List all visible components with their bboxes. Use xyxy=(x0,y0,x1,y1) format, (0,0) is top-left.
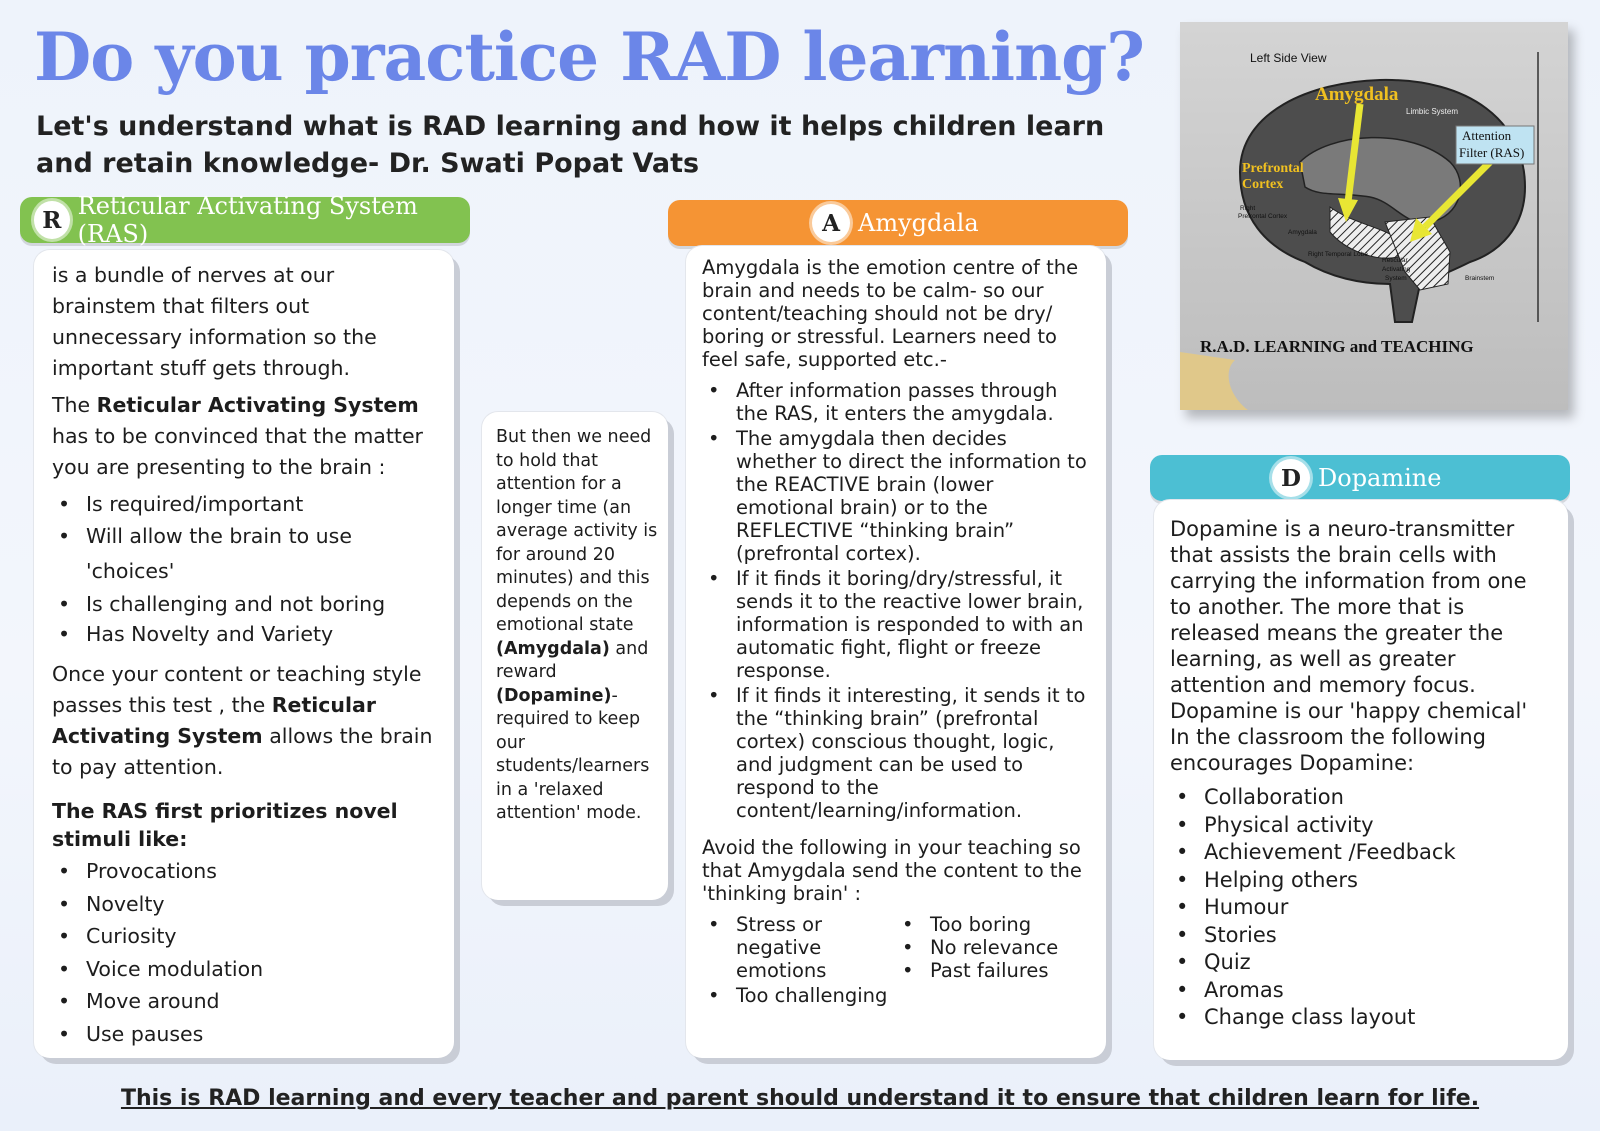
list-item: • Too challenging xyxy=(702,984,896,1007)
amygdala-heading: Amygdala xyxy=(858,209,979,237)
attention-b1: (Amygdala) xyxy=(496,638,610,659)
brain-brainstem-label: Brainstem xyxy=(1465,275,1495,282)
brain-prefrontal-label-1: Prefrontal xyxy=(1242,161,1304,176)
ras-p2-post: has to be convinced that the matter you are presenting to the brain : xyxy=(52,424,423,479)
avoid-columns xyxy=(702,913,1090,1007)
list-item: • Past failures xyxy=(896,959,1090,982)
attention-card xyxy=(482,412,668,900)
list-item: • Quiz xyxy=(1170,949,1552,977)
page-subtitle: Let's understand what is RAD learning and how it helps children learn and retain knowledge- Dr. Swati Popat Vats xyxy=(36,111,1105,179)
avoid-list-right xyxy=(896,913,1090,1007)
list-item: • Will allow the brain to use 'choices' xyxy=(52,519,436,589)
list-item: • Is challenging and not boring xyxy=(52,589,436,619)
amygdala-points xyxy=(702,379,1090,822)
brain-view-label: Left Side View xyxy=(1250,51,1327,65)
ras-paragraph-3 xyxy=(52,659,436,783)
list-item: • Novelty xyxy=(52,888,436,921)
ras-p2-pre: The xyxy=(52,393,97,417)
brain-attention-label-2: Filter (RAS) xyxy=(1459,145,1525,160)
list-item: • Is required/important xyxy=(52,489,436,519)
list-item: • Has Novelty and Variety xyxy=(52,619,436,649)
ras-stimuli-heading: The RAS first prioritizes novel stimuli like: xyxy=(52,799,398,851)
dopamine-intro: Dopamine is a neuro-transmitter that assists the brain cells with carrying the information from one to another. The more that is released means the greater the learning, as well as greater attention and memory focus. Dopamine is our 'happy chemical' In the classroom the following encourages Dopamine: xyxy=(1170,517,1528,775)
ras-p3-pre: Once your content or teaching style passes this test , the xyxy=(52,662,422,717)
brain-diagram-svg xyxy=(1180,22,1568,410)
ras-badge: R xyxy=(34,201,70,239)
attention-b2: (Dopamine) xyxy=(496,685,612,706)
list-item: • Too boring xyxy=(896,913,1090,936)
ras-criteria-list xyxy=(52,489,436,649)
list-item: • No relevance xyxy=(896,936,1090,959)
list-item: • Change class layout xyxy=(1170,1004,1552,1032)
brain-ras-label-1: Reticular xyxy=(1382,257,1408,264)
amygdala-avoid-intro: Avoid the following in your teaching so that Amygdala send the content to the 'thinking brain' : xyxy=(702,836,1082,905)
list-item: • Physical activity xyxy=(1170,812,1552,840)
list-item: • Provocations xyxy=(52,855,436,888)
brain-attention-label-1: Attention xyxy=(1462,128,1512,143)
brain-amygdala-small-label: Amygdala xyxy=(1288,229,1317,236)
brain-rpfc-label-2: Prefrontal Cortex xyxy=(1238,213,1288,220)
ras-stimuli-list xyxy=(52,855,436,1050)
amygdala-card xyxy=(686,246,1106,1058)
list-item: • Collaboration xyxy=(1170,784,1552,812)
dopamine-card xyxy=(1154,500,1568,1060)
list-item: • If it finds it interesting, it sends it to the “thinking brain” (prefrontal cortex) conscious thought, logic, and judgment can be used to respond to the content/learning/information. xyxy=(702,684,1090,822)
ras-paragraph-2 xyxy=(52,390,436,483)
brain-temporal-label: Right Temporal Lobe xyxy=(1308,251,1368,258)
attention-t2: and reward xyxy=(496,638,649,682)
dopamine-badge: D xyxy=(1272,459,1310,497)
ras-p2-bold: Reticular Activating System xyxy=(96,393,419,417)
list-item: • Stories xyxy=(1170,922,1552,950)
brain-limbic-label: Limbic System xyxy=(1406,107,1459,116)
brain-caption: R.A.D. LEARNING and TEACHING xyxy=(1200,337,1474,356)
list-item: • After information passes through the RAS, it enters the amygdala. xyxy=(702,379,1090,425)
ras-header-pill xyxy=(20,192,470,248)
brain-diagram-image xyxy=(1180,22,1568,410)
amygdala-header-pill xyxy=(668,200,1128,246)
list-item: • Move around xyxy=(52,985,436,1018)
attention-t1: But then we need to hold that attention for a longer time (an average activity is for around 20 minutes) and this depends on the emotional state xyxy=(496,427,658,635)
brain-ras-label-3: System xyxy=(1385,275,1407,282)
brain-ras-label-2: Activating xyxy=(1382,266,1411,273)
dopamine-list xyxy=(1170,784,1552,1032)
list-item: • Aromas xyxy=(1170,977,1552,1005)
attention-t3: - required to keep our students/learners in a 'relaxed attention' mode. xyxy=(496,685,650,823)
dopamine-heading: Dopamine xyxy=(1318,464,1442,492)
list-item: • Use pauses xyxy=(52,1018,436,1051)
list-item: • If it finds it boring/dry/stressful, it sends it to the reactive lower brain, information is responded to with an automatic fight, flight or freeze response. xyxy=(702,567,1090,682)
brain-prefrontal-label-2: Cortex xyxy=(1242,177,1284,192)
brain-rpfc-label-1: Right xyxy=(1240,205,1256,212)
dopamine-header-pill xyxy=(1150,455,1570,501)
page-title: Do you practice RAD learning? xyxy=(34,18,1144,96)
amygdala-intro: Amygdala is the emotion centre of the brain and needs to be calm- so our content/teaching should not be dry/ boring or stressful. Learners need to feel safe, supported etc.- xyxy=(702,256,1079,371)
ras-heading: Reticular Activating System (RAS) xyxy=(77,192,418,248)
footer-statement: This is RAD learning and every teacher and parent should understand it to ensure that children learn for life. xyxy=(120,1086,1480,1111)
list-item: • Curiosity xyxy=(52,920,436,953)
avoid-list-left xyxy=(702,913,896,1007)
attention-text xyxy=(496,426,658,826)
amygdala-badge: A xyxy=(812,204,850,242)
list-item: • Helping others xyxy=(1170,867,1552,895)
list-item: • Stress or negative emotions xyxy=(702,913,896,982)
ras-card xyxy=(34,250,454,1058)
ras-p3-bold: Reticular Activating System xyxy=(52,693,376,748)
brain-amygdala-label: Amygdala xyxy=(1315,84,1399,105)
list-item: • Voice modulation xyxy=(52,953,436,986)
ras-p3-post: allows the brain to pay attention. xyxy=(52,724,433,779)
list-item: • The amygdala then decides whether to direct the information to the REACTIVE brain (lower emotional brain) or to the REFLECTIVE “thinking brain” (prefrontal cortex). xyxy=(702,427,1090,565)
list-item: • Achievement /Feedback xyxy=(1170,839,1552,867)
ras-intro: is a bundle of nerves at our brainstem that filters out unnecessary information so the important stuff gets through. xyxy=(52,263,377,380)
list-item: • Humour xyxy=(1170,894,1552,922)
